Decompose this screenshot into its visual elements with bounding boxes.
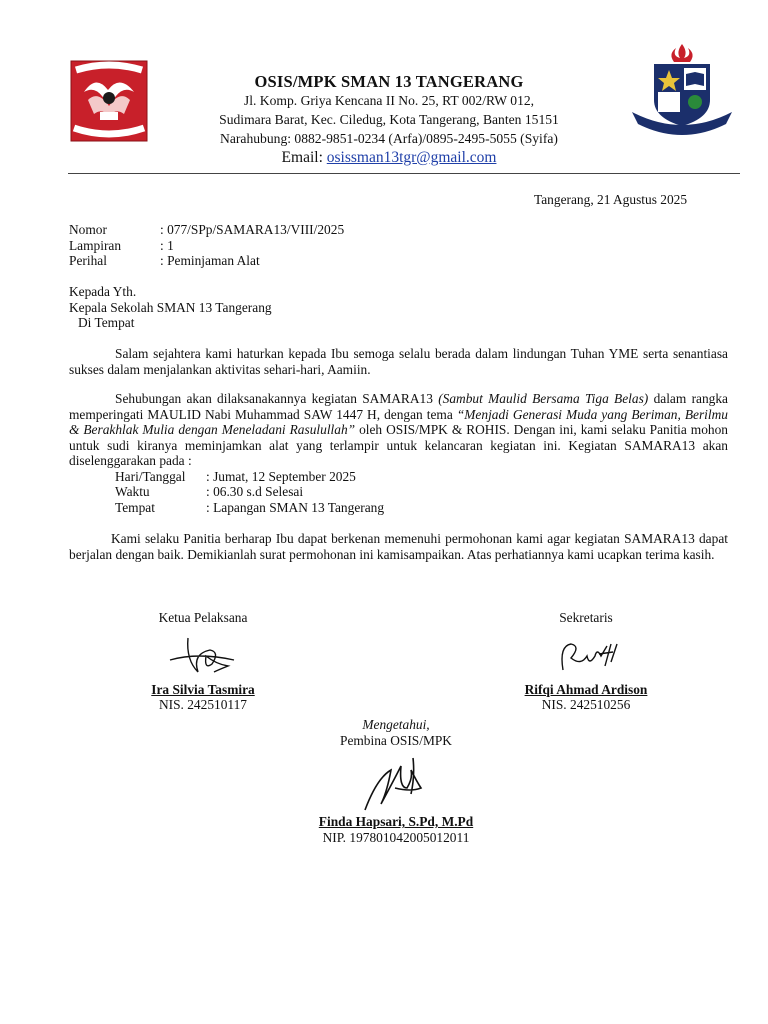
email-label: Email:	[281, 149, 323, 166]
paragraph-event	[69, 391, 728, 469]
signer-id: NIS. 242510117	[158, 697, 248, 712]
school-logo	[70, 60, 148, 142]
detail-row-time	[115, 484, 728, 500]
signature-icon	[541, 626, 631, 682]
letterhead-divider	[68, 173, 740, 174]
email-line	[150, 148, 628, 167]
recipient-line-3: Di Tempat	[78, 315, 135, 330]
detail-value: : Jumat, 12 September 2025	[206, 468, 356, 484]
meta-key: Perihal	[69, 253, 107, 268]
event-text-a: Sehubungan akan dilaksanakannya kegiatan SAMARA13	[115, 391, 439, 406]
recipient-line-1: Kepada Yth.	[69, 284, 137, 299]
signature-icon	[158, 626, 248, 682]
meta-row-number	[69, 222, 344, 238]
detail-value: : 06.30 s.d Selesai	[206, 484, 304, 499]
event-text-e: oleh OSIS/MPK & ROHIS. Dengan ini, kami selaku Panitia mohon untuk sudi kiranya meminjamkan alat yang terlampir untuk kelancaran kegiatan ini. Kegiatan SAMARA13 akan diselenggarakan pada :	[69, 422, 728, 468]
signature-chair	[120, 610, 286, 713]
event-details	[69, 469, 728, 516]
acknowledgement-note: Mengetahui,	[362, 717, 430, 732]
detail-key: Hari/Tanggal	[115, 468, 186, 484]
letter-body	[69, 346, 728, 576]
recipient-line-2: Kepala Sekolah SMAN 13 Tangerang	[69, 299, 272, 315]
detail-key: Tempat	[115, 499, 155, 515]
signer-role: Ketua Pelaksana	[158, 610, 248, 625]
detail-key: Waktu	[115, 484, 150, 499]
signer-role: Pembina OSIS/MPK	[340, 732, 452, 748]
contact-line: Narahubung: 0882-9851-0234 (Arfa)/0895-2495-5055 (Syifa)	[220, 131, 558, 146]
signer-id: NIP. 197801042005012011	[322, 829, 470, 845]
detail-value: : Lapangan SMAN 13 Tangerang	[206, 499, 385, 515]
organization-name: OSIS/MPK SMAN 13 TANGERANG	[254, 72, 524, 91]
signer-role: Sekretaris	[559, 610, 613, 625]
paragraph-opening: Salam sejahtera kami haturkan kepada Ibu semoga selalu berada dalam lindungan Tuhan YME serta senantiasa sukses dalam menjalankan aktivitas sehari-hari, Aamiin.	[69, 346, 728, 377]
meta-row-attachment	[69, 238, 344, 254]
meta-key: Lampiran	[69, 237, 122, 253]
signer-name: Rifqi Ahmad Ardison	[524, 681, 648, 697]
address-line-2: Sudimara Barat, Kec. Ciledug, Kota Tangerang, Banten 15151	[219, 112, 559, 127]
paragraph-closing: Kami selaku Panitia berharap Ibu dapat berkenan memenuhi permohonan kami agar kegiatan SAMARA13 dapat berjalan dengan baik. Demikianlah surat permohonan ini kamisampaikan. Atas perhatiannya kami ucapkan terima kasih.	[69, 531, 728, 562]
email-link[interactable]: osissman13tgr@gmail.com	[326, 149, 497, 166]
letter-meta	[69, 222, 344, 269]
osis-mpk-logo	[628, 42, 736, 138]
signature-secretary	[488, 610, 684, 713]
detail-row-date	[115, 469, 728, 485]
event-text-c: dalam rangka memperingati MAULID Nabi Muhammad SAW 1447 H, dengan tema	[69, 391, 728, 422]
event-theme: “Menjadi Generasi Muda yang Beriman, Berilmu & Berakhlak Mulia dengan Meneladani Rasulullah”	[69, 406, 728, 437]
meta-value: : 1	[160, 237, 174, 253]
meta-value: : Peminjaman Alat	[160, 253, 260, 268]
signer-name: Ira Silvia Tasmira	[151, 681, 255, 697]
signer-id: NIS. 242510256	[541, 697, 631, 712]
meta-row-subject	[69, 253, 344, 269]
address-line-1: Jl. Komp. Griya Kencana II No. 25, RT 002/RW 012,	[243, 93, 535, 108]
detail-row-place	[115, 500, 728, 516]
letter-date: Tangerang, 21 Agustus 2025	[534, 192, 688, 207]
letterhead	[150, 72, 628, 167]
meta-key: Nomor	[69, 222, 107, 237]
recipient	[69, 284, 272, 331]
signer-name: Finda Hapsari, S.Pd, M.Pd	[318, 814, 474, 829]
meta-value: : 077/SPp/SAMARA13/VIII/2025	[160, 222, 345, 237]
signature-icon	[351, 748, 441, 814]
event-acronym-expansion: (Sambut Maulid Bersama Tiga Belas)	[438, 391, 649, 406]
signature-advisor	[290, 717, 502, 845]
